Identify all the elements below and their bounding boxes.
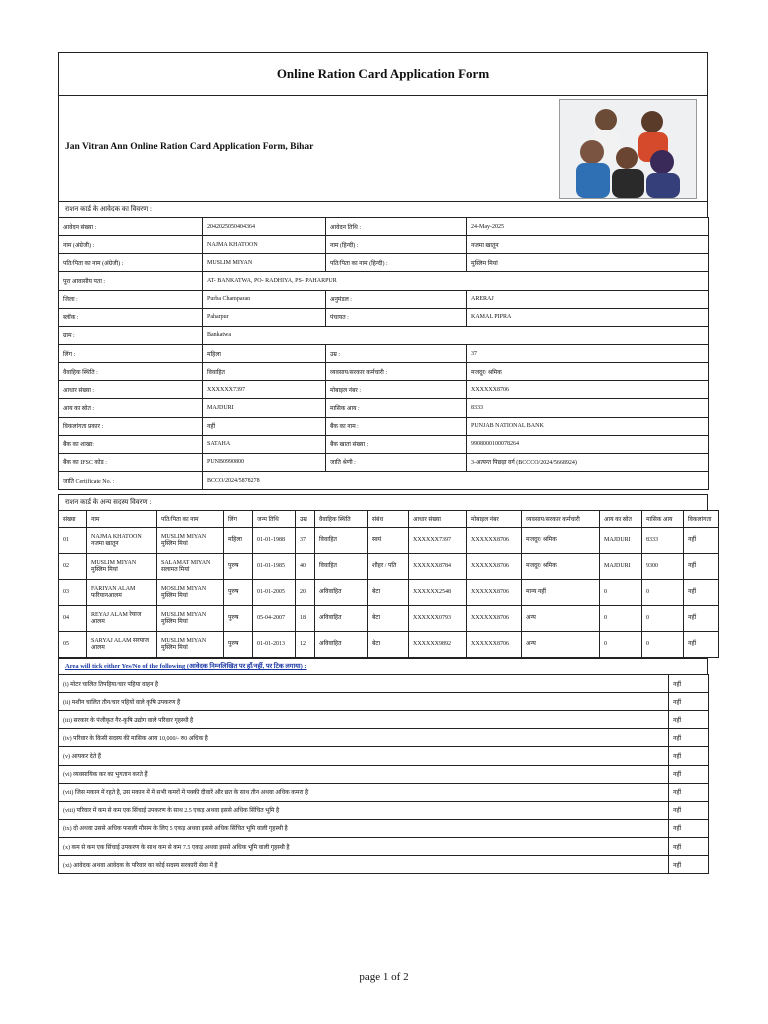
criteria-question: (iv) परिवार के किसी सदस्य की मासिक आय 10,000/- रु0 अधिक है [59, 729, 669, 747]
column-header: पति/पिता का नाम [157, 511, 224, 528]
table-cell: पुरुष [224, 606, 253, 632]
criteria-answer: नहीं [669, 837, 709, 855]
table-cell: नहीं [684, 632, 719, 658]
table-cell: REYAJ ALAM रेयाज आलम [87, 606, 157, 632]
criteria-heading-text: Area will tick either Yes/No of the following (आवेदक निम्नलिखित पर हाँ/नहीं, पर टिक लगाया) : [65, 663, 307, 671]
criteria-answer: नहीं [669, 675, 709, 693]
table-cell: अविवाहित [315, 580, 368, 606]
table-cell: 05-04-2007 [253, 606, 296, 632]
table-cell: MUSLIM MIYAN मुस्लिम मियां [157, 632, 224, 658]
criteria-question: (i) मोटर चालित तिपहिया/चार पहिया वाहन है [59, 675, 669, 693]
field-value: ARERAJ [467, 290, 709, 308]
criteria-answer: नहीं [669, 801, 709, 819]
table-cell: पुरुष [224, 632, 253, 658]
field-label: आवेदन संख्या : [59, 218, 203, 236]
field-value: मजदूर/ श्रमिक [467, 363, 709, 381]
applicant-row [59, 471, 709, 489]
field-label: जाति Certificate No. : [59, 471, 203, 489]
field-label: जाति श्रेणी : [326, 453, 467, 471]
criteria-answer: नहीं [669, 747, 709, 765]
field-value: 2042025050404364 [203, 218, 326, 236]
criteria-row [59, 801, 709, 819]
column-header: संबंध [368, 511, 409, 528]
applicant-row [59, 218, 709, 236]
field-value: XXXXXX8706 [467, 381, 709, 399]
field-label: मोबाइल नंबर : [326, 381, 467, 399]
criteria-question: (xi) आवेदक अथवा आवेदक के परिवार का कोई सदस्य सरकारी सेवा में है [59, 856, 669, 874]
criteria-row [59, 711, 709, 729]
column-header: वैवाहिक स्थिति [315, 511, 368, 528]
applicant-row [59, 344, 709, 362]
table-cell: स्वयं [368, 528, 409, 554]
table-cell: विवाहित [315, 528, 368, 554]
field-label: बैंक का शाखा: [59, 435, 203, 453]
table-cell: 01-01-2005 [253, 580, 296, 606]
column-header: व्यवसाय/सरकार कर्मचारी [522, 511, 600, 528]
table-cell: MUSLIM MIYAN मुस्लिम मियां [157, 606, 224, 632]
field-label: जिला : [59, 290, 203, 308]
applicant-row [59, 272, 709, 290]
table-cell: 05 [59, 632, 87, 658]
table-cell: SALAMAT MIYAN सलामत मियां [157, 554, 224, 580]
criteria-question: (iii) सरकार के पंजीकृत गैर-कृषि उद्योग वाले परिवार गृहस्थी है [59, 711, 669, 729]
table-cell: XXXXXX8706 [467, 580, 522, 606]
table-cell: महिला [224, 528, 253, 554]
table-cell: XXXXXX9892 [409, 632, 467, 658]
field-label: लिंग : [59, 344, 203, 362]
table-cell: 01-01-1988 [253, 528, 296, 554]
table-cell: MAJDURI [600, 554, 642, 580]
criteria-row [59, 783, 709, 801]
table-cell: मजदूर/ श्रमिक [522, 554, 600, 580]
table-cell: XXXXXX7397 [409, 528, 467, 554]
table-cell: अविवाहित [315, 632, 368, 658]
field-value: मुस्लिम मियां [467, 254, 709, 272]
table-cell: XXXXXX8706 [467, 528, 522, 554]
field-label: बैंक का IFSC कोड : [59, 453, 203, 471]
table-cell: XXXXXX8706 [467, 632, 522, 658]
field-label: ग्राम : [59, 326, 203, 344]
criteria-answer: नहीं [669, 819, 709, 837]
field-value: SATAHA [203, 435, 326, 453]
field-value: नहीं [203, 417, 326, 435]
field-value: 8333 [467, 399, 709, 417]
criteria-question: (x) कम से कम एक सिंचाई उपकरण के साथ कम से कम 7.5 एकड़ अथवा इससे अधिक भूमि वाली गृहस्थी है [59, 837, 669, 855]
column-header: आय का स्रोत [600, 511, 642, 528]
field-value: XXXXXX7397 [203, 381, 326, 399]
table-cell: नहीं [684, 528, 719, 554]
criteria-row [59, 729, 709, 747]
table-cell: XXXXXX2548 [409, 580, 467, 606]
column-header: लिंग [224, 511, 253, 528]
criteria-row [59, 837, 709, 855]
table-cell: 40 [296, 554, 315, 580]
field-value: 37 [467, 344, 709, 362]
criteria-answer: नहीं [669, 711, 709, 729]
criteria-row [59, 693, 709, 711]
table-cell: SARYAJ ALAM सरयाज आलम [87, 632, 157, 658]
table-cell: विवाहित [315, 554, 368, 580]
table-cell: 01 [59, 528, 87, 554]
field-label: व्यवसाय/सरकार कर्मचारी : [326, 363, 467, 381]
applicant-row [59, 435, 709, 453]
applicant-row [59, 381, 709, 399]
field-label: पूरा आवासीय पता : [59, 272, 203, 290]
field-value: 24-May-2025 [467, 218, 709, 236]
field-label: पति/पिता का नाम (अंग्रेजी) : [59, 254, 203, 272]
column-header: नाम [87, 511, 157, 528]
applicant-row [59, 290, 709, 308]
table-cell: 37 [296, 528, 315, 554]
criteria-answer: नहीं [669, 783, 709, 801]
column-header: विकलांगता [684, 511, 719, 528]
column-header: आधार संख्या [409, 511, 467, 528]
table-cell: 9300 [642, 554, 684, 580]
criteria-question: (vii) जिस मकान में रहते है, उस मकान में में सभी कमरों में पक्की दीवारें और छत के साथ तीन अथवा अधिक कमरा है [59, 783, 669, 801]
form-header [58, 95, 708, 201]
criteria-row [59, 819, 709, 837]
column-header: जन्म तिथि [253, 511, 296, 528]
form-subtitle: Jan Vitran Ann Online Ration Card Application Form, Bihar [65, 142, 314, 152]
field-label: ब्लॉक : [59, 308, 203, 326]
field-value: Paharpur [203, 308, 326, 326]
criteria-question: (ix) दो अथवा उससे अधिक फसली मौसम के लिए 5 एकड़ अथवा इससे अधिक सिंचित भूमि वाली गृहस्थी है [59, 819, 669, 837]
field-label: आधार संख्या : [59, 381, 203, 399]
column-header: उम्र [296, 511, 315, 528]
table-cell: 01-01-1985 [253, 554, 296, 580]
table-cell: XXXXXX8706 [467, 606, 522, 632]
field-label: नाम (अंग्रेजी) : [59, 236, 203, 254]
field-label: नाम (हिन्दी) : [326, 236, 467, 254]
field-label: आय का स्रोत : [59, 399, 203, 417]
members-table [58, 510, 719, 658]
table-cell: 01-01-2013 [253, 632, 296, 658]
criteria-question: (vi) व्यवसायिक कर का भुगतान करते हैं [59, 765, 669, 783]
table-cell: 18 [296, 606, 315, 632]
table-cell: नहीं [684, 554, 719, 580]
table-cell: पुरुष [224, 580, 253, 606]
form-frame [58, 52, 712, 874]
criteria-row [59, 765, 709, 783]
table-cell: 0 [600, 606, 642, 632]
applicant-row [59, 399, 709, 417]
applicant-row [59, 417, 709, 435]
applicant-row [59, 363, 709, 381]
field-value: NAJMA KHATOON [203, 236, 326, 254]
field-value: MUSLIM MIYAN [203, 254, 326, 272]
criteria-row [59, 856, 709, 874]
table-cell: 04 [59, 606, 87, 632]
field-value: महिला [203, 344, 326, 362]
table-cell: 02 [59, 554, 87, 580]
criteria-row [59, 675, 709, 693]
table-cell: नहीं [684, 580, 719, 606]
criteria-heading [58, 658, 708, 674]
table-cell: 0 [600, 632, 642, 658]
field-label: आवेदन तिथि : [326, 218, 467, 236]
criteria-answer: नहीं [669, 856, 709, 874]
table-cell: 0 [642, 632, 684, 658]
table-cell: मान्य नहीं [522, 580, 600, 606]
field-label: मासिक आय : [326, 399, 467, 417]
applicant-row [59, 453, 709, 471]
field-value: 3-अत्यन्त पिछड़ा वर्ग (BCCCO/2024/5668924) [467, 453, 709, 471]
criteria-answer: नहीं [669, 765, 709, 783]
form-title: Online Ration Card Application Form [58, 52, 708, 95]
table-row [59, 528, 719, 554]
table-cell: मजदूर/ श्रमिक [522, 528, 600, 554]
table-cell: 0 [642, 606, 684, 632]
field-label: बैंक का नाम : [326, 417, 467, 435]
table-cell: अन्य [522, 606, 600, 632]
table-cell: 8333 [642, 528, 684, 554]
criteria-answer: नहीं [669, 729, 709, 747]
table-row [59, 580, 719, 606]
field-value: Bankatwa [203, 326, 709, 344]
table-cell: MOSLIM MIYAN मुस्लिम मियां [157, 580, 224, 606]
applicant-row [59, 254, 709, 272]
table-cell: 12 [296, 632, 315, 658]
table-cell: XXXXXX8706 [467, 554, 522, 580]
field-value: PUNJAB NATIONAL BANK [467, 417, 709, 435]
field-label: पति/पिता का नाम (हिन्दी) : [326, 254, 467, 272]
table-cell: XXXXXX0793 [409, 606, 467, 632]
table-cell: MAJDURI [600, 528, 642, 554]
field-label: पंचायत : [326, 308, 467, 326]
table-cell: बेटा [368, 580, 409, 606]
field-label: उम्र : [326, 344, 467, 362]
criteria-answer: नहीं [669, 693, 709, 711]
field-value: नजमा खातून [467, 236, 709, 254]
field-value: MAJDURI [203, 399, 326, 417]
table-cell: शौहर / पति [368, 554, 409, 580]
table-cell: NAJMA KHATOON नजमा खातून [87, 528, 157, 554]
field-value: विवाहित [203, 363, 326, 381]
criteria-row [59, 747, 709, 765]
table-cell: XXXXXX8784 [409, 554, 467, 580]
table-cell: MUSLIM MIYAN मुस्लिम मियां [87, 554, 157, 580]
table-row [59, 632, 719, 658]
applicant-row [59, 236, 709, 254]
table-cell: 03 [59, 580, 87, 606]
field-value: Purba Champaran [203, 290, 326, 308]
column-header: मासिक आय [642, 511, 684, 528]
table-cell: 0 [600, 580, 642, 606]
page-number: page 1 of 2 [359, 971, 409, 983]
table-cell: अविवाहित [315, 606, 368, 632]
criteria-question: (v) आयकर देते हैं [59, 747, 669, 765]
applicant-section-title: राशन कार्ड के आवेदक का विवरण : [58, 201, 708, 217]
table-cell: अन्य [522, 632, 600, 658]
field-value: 9908000100078264 [467, 435, 709, 453]
field-value: KAMAL PIPRA [467, 308, 709, 326]
table-cell: पुरुष [224, 554, 253, 580]
field-label: विकलांगता प्रकार : [59, 417, 203, 435]
field-label: बैंक खाता संख्या : [326, 435, 467, 453]
table-row [59, 554, 719, 580]
criteria-table [58, 674, 709, 874]
field-label: अनुमंडल : [326, 290, 467, 308]
field-label: वैवाहिक स्थिति : [59, 363, 203, 381]
applicant-row [59, 326, 709, 344]
table-cell: बेटा [368, 606, 409, 632]
table-cell: नहीं [684, 606, 719, 632]
table-row [59, 606, 719, 632]
table-cell: FARIYAN ALAM फरियानआलम [87, 580, 157, 606]
applicant-details-table [58, 217, 709, 490]
field-value: BCCO/2024/5878278 [203, 471, 709, 489]
column-header: मोबाइल नंबर [467, 511, 522, 528]
table-cell: MUSLIM MIYAN मुस्लिम मियां [157, 528, 224, 554]
table-cell: बेटा [368, 632, 409, 658]
field-value: PUNB0990800 [203, 453, 326, 471]
column-header: संख्या [59, 511, 87, 528]
members-section-title: राशन कार्ड के अन्य सदस्य विवरण : [58, 494, 708, 510]
applicant-family-photo [559, 99, 697, 199]
table-cell: 20 [296, 580, 315, 606]
field-value: AT- BANKATWA, PO- RADHIYA, PS- PAHARPUR [203, 272, 709, 290]
applicant-row [59, 308, 709, 326]
criteria-question: (viii) परिवार में कम से कम एक सिंचाई उपकरण के साथ 2.5 एकड़ अथवा इससे अधिक सिंचित भूमि है [59, 801, 669, 819]
table-cell: 0 [642, 580, 684, 606]
criteria-question: (ii) मशीन चालित तीन/चार पहियों वाले कृषि उपकरण हैं [59, 693, 669, 711]
